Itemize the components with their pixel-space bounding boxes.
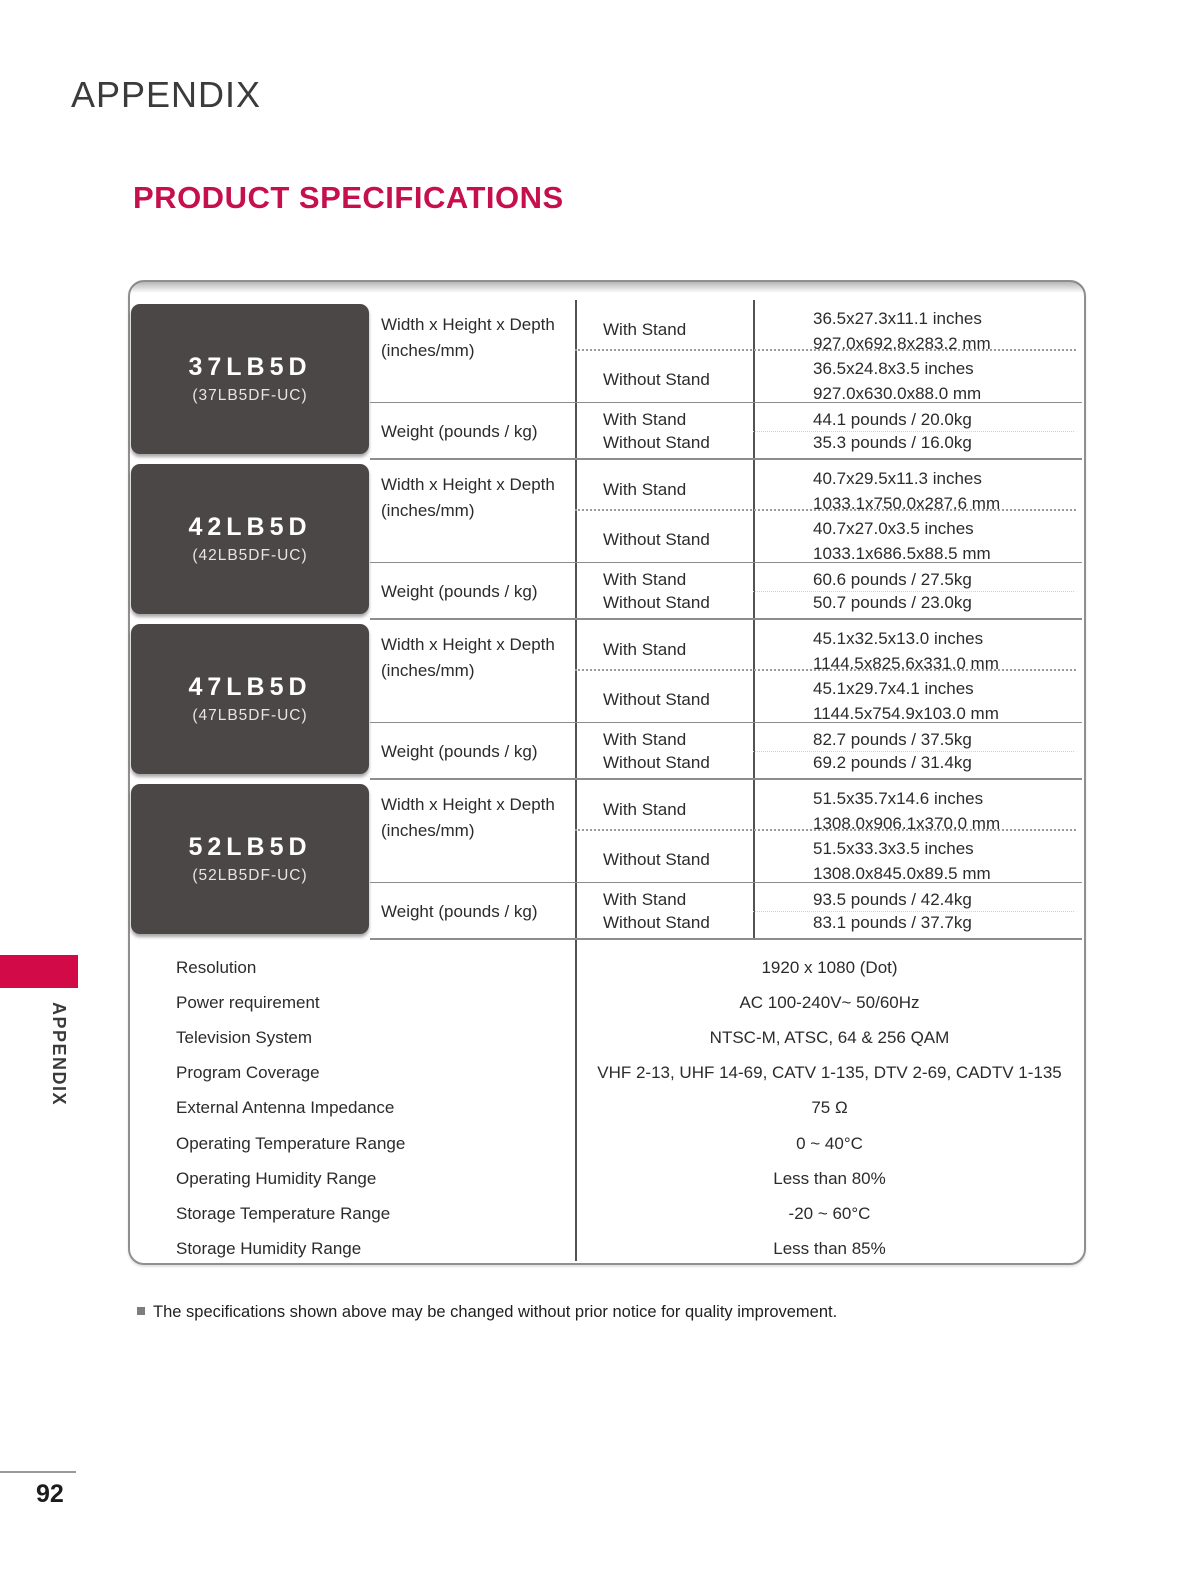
weight-without-stand-value: 35.3 pounds / 16.0kg [813, 433, 972, 452]
without-stand-label: Without Stand [603, 753, 710, 772]
dimensions-without-stand-value [813, 677, 999, 726]
model-section-37lb5d [130, 300, 1082, 460]
appendix-tab-bar [0, 955, 78, 988]
dim-inches: 45.1x32.5x13.0 inches [813, 629, 984, 648]
weight-row [370, 883, 1082, 940]
dimensions-label [381, 792, 555, 845]
spec-value: -20 ~ 60°C [788, 1203, 871, 1223]
dimensions-label-line1: Width x Height x Depth [381, 635, 555, 654]
weight-label: Weight (pounds / kg) [381, 582, 538, 601]
dotted-divider [575, 509, 1076, 511]
dimensions-label [381, 312, 555, 365]
dimensions-label [381, 632, 555, 685]
footnote [137, 1303, 837, 1322]
weight-stand-labels [603, 728, 710, 774]
dimensions-label-line1: Width x Height x Depth [381, 795, 555, 814]
without-stand-label: Without Stand [603, 850, 710, 869]
spec-label: Program Coverage [176, 1063, 320, 1083]
dim-mm: 1033.1x750.0x287.6 mm [813, 493, 1001, 513]
spec-value: AC 100-240V~ 50/60Hz [739, 992, 920, 1012]
model-badge [131, 624, 369, 774]
weight-label: Weight (pounds / kg) [381, 742, 538, 761]
model-name: 52LB5D [188, 833, 312, 861]
dotted-divider [575, 349, 1076, 351]
spec-row [130, 1232, 1084, 1267]
weight-label: Weight (pounds / kg) [381, 902, 538, 921]
spec-value: NTSC-M, ATSC, 64 & 256 QAM [709, 1027, 950, 1047]
spec-value: Less than 80% [773, 1168, 886, 1188]
model-subname: (52LB5DF-UC) [192, 867, 308, 884]
spec-label: Storage Humidity Range [176, 1239, 362, 1259]
spec-value: 1920 x 1080 (Dot) [761, 957, 898, 977]
without-stand-label: Without Stand [603, 690, 710, 709]
spec-row [130, 985, 1084, 1020]
with-stand-label: With Stand [603, 320, 687, 339]
with-stand-label: With Stand [603, 480, 687, 499]
dotted-divider [753, 911, 1074, 912]
spec-row [130, 1126, 1084, 1161]
dim-inches: 36.5x24.8x3.5 inches [813, 359, 974, 378]
model-name: 47LB5D [188, 673, 312, 701]
dimensions-row [370, 780, 1082, 883]
dotted-divider [753, 591, 1074, 592]
weight-label: Weight (pounds / kg) [381, 422, 538, 441]
weight-with-stand-value: 93.5 pounds / 42.4kg [813, 890, 972, 909]
spec-row [130, 1056, 1084, 1091]
spec-value: VHF 2-13, UHF 14-69, CATV 1-135, DTV 2-69, CADTV 1-135 [597, 1063, 1062, 1083]
sidebar-appendix-label: APPENDIX [49, 1002, 69, 1107]
spec-label: Storage Temperature Range [176, 1203, 391, 1223]
appendix-header: APPENDIX [71, 74, 262, 115]
dimensions-label-line2: (inches/mm) [381, 341, 475, 361]
spec-value: 75 Ω [811, 1098, 848, 1118]
spec-label: Power requirement [176, 992, 320, 1012]
without-stand-label: Without Stand [603, 433, 710, 452]
weight-without-stand-value: 50.7 pounds / 23.0kg [813, 593, 972, 612]
without-stand-label: Without Stand [603, 370, 710, 389]
spec-label: Television System [176, 1027, 313, 1047]
dimensions-without-stand-value [813, 357, 981, 406]
spec-label: Operating Humidity Range [176, 1168, 377, 1188]
dimensions-label [381, 472, 555, 525]
dim-inches: 40.7x29.5x11.3 inches [813, 469, 982, 488]
page-number-rule [0, 1471, 76, 1473]
model-section-42lb5d [130, 460, 1082, 620]
weight-without-stand-value: 69.2 pounds / 31.4kg [813, 753, 972, 772]
spec-row [130, 950, 1084, 985]
weight-with-stand-value: 60.6 pounds / 27.5kg [813, 570, 972, 589]
model-badge [131, 304, 369, 454]
spec-label: Resolution [176, 957, 257, 977]
dimensions-label-line1: Width x Height x Depth [381, 475, 555, 494]
weight-with-stand-value: 44.1 pounds / 20.0kg [813, 410, 972, 429]
dim-mm: 927.0x692.8x283.2 mm [813, 333, 991, 353]
dimensions-row [370, 460, 1082, 563]
model-section-52lb5d [130, 780, 1082, 940]
page-title: PRODUCT SPECIFICATIONS [133, 180, 564, 215]
with-stand-label: With Stand [603, 730, 687, 749]
dim-mm: 1308.0x845.0x89.5 mm [813, 863, 991, 883]
model-name: 42LB5D [188, 513, 312, 541]
dim-mm: 1308.0x906.1x370.0 mm [813, 813, 1001, 833]
with-stand-label: With Stand [603, 410, 687, 429]
without-stand-label: Without Stand [603, 530, 710, 549]
model-badge [131, 784, 369, 934]
dotted-divider [753, 431, 1074, 432]
dimensions-label-line2: (inches/mm) [381, 501, 475, 521]
model-subname: (42LB5DF-UC) [192, 547, 308, 564]
dimensions-row [370, 620, 1082, 723]
spec-row [130, 1196, 1084, 1231]
dim-inches: 45.1x29.7x4.1 inches [813, 679, 974, 698]
square-bullet-icon [137, 1307, 145, 1315]
with-stand-label: With Stand [603, 890, 687, 909]
spec-row [130, 1020, 1084, 1055]
weight-row [370, 563, 1082, 620]
spec-table [128, 280, 1086, 1265]
common-specs [130, 940, 1084, 1263]
dimensions-label-line1: Width x Height x Depth [381, 315, 555, 334]
dim-inches: 36.5x27.3x11.1 inches [813, 309, 982, 328]
spec-row [130, 1161, 1084, 1196]
weight-with-stand-value: 82.7 pounds / 37.5kg [813, 730, 972, 749]
footnote-text: The specifications shown above may be changed without prior notice for quality improvement. [153, 1303, 838, 1321]
spec-label: External Antenna Impedance [176, 1098, 395, 1118]
weight-stand-labels [603, 408, 710, 454]
dim-mm: 1033.1x686.5x88.5 mm [813, 543, 991, 563]
with-stand-label: With Stand [603, 570, 687, 589]
without-stand-label: Without Stand [603, 913, 710, 932]
dimensions-without-stand-value [813, 837, 991, 886]
weight-row [370, 403, 1082, 460]
weight-row [370, 723, 1082, 780]
spec-label: Operating Temperature Range [176, 1133, 406, 1153]
model-section-47lb5d [130, 620, 1082, 780]
model-name: 37LB5D [188, 353, 312, 381]
column-divider [575, 940, 577, 1261]
model-badge [131, 464, 369, 614]
dim-mm: 1144.5x825.6x331.0 mm [813, 653, 999, 673]
dim-mm: 1144.5x754.9x103.0 mm [813, 703, 999, 723]
weight-stand-labels [603, 888, 710, 934]
dimensions-label-line2: (inches/mm) [381, 661, 475, 681]
weight-stand-labels [603, 568, 710, 614]
spec-row [130, 1091, 1084, 1126]
spec-value: Less than 85% [773, 1239, 886, 1259]
without-stand-label: Without Stand [603, 593, 710, 612]
model-subname: (47LB5DF-UC) [192, 707, 308, 724]
dotted-divider [575, 669, 1076, 671]
dim-mm: 927.0x630.0x88.0 mm [813, 383, 982, 403]
model-subname: (37LB5DF-UC) [192, 387, 308, 404]
page-number: 92 [36, 1480, 64, 1508]
dim-inches: 40.7x27.0x3.5 inches [813, 519, 974, 538]
dim-inches: 51.5x35.7x14.6 inches [813, 789, 984, 808]
dotted-divider [753, 751, 1074, 752]
dimensions-row [370, 300, 1082, 403]
with-stand-label: With Stand [603, 800, 687, 819]
with-stand-label: With Stand [603, 640, 687, 659]
dotted-divider [575, 829, 1076, 831]
dimensions-without-stand-value [813, 517, 991, 566]
spec-value: 0 ~ 40°C [796, 1133, 863, 1153]
dim-inches: 51.5x33.3x3.5 inches [813, 839, 974, 858]
dimensions-label-line2: (inches/mm) [381, 821, 475, 841]
weight-without-stand-value: 83.1 pounds / 37.7kg [813, 913, 972, 932]
